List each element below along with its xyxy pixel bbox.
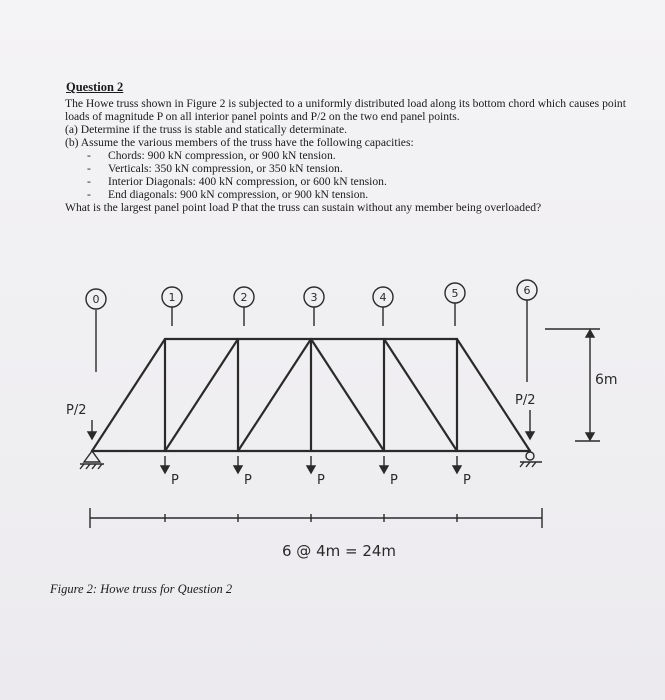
interior-diagonal: [238, 339, 311, 451]
question-body: [65, 97, 640, 214]
load-label: P: [317, 473, 325, 488]
final-question: What is the largest panel point load P that the truss can sustain without any member being overloaded?: [65, 201, 542, 214]
load-arrow: [307, 466, 315, 473]
part-a: (a) Determine if the truss is stable and statically determinate.: [65, 123, 348, 136]
roller-support-right: [526, 452, 534, 460]
question-title: Question 2: [66, 80, 124, 94]
capacities-list: [65, 149, 640, 201]
capacity-item: - Interior Diagonals: 400 kN compression, or 600 kN tension.: [87, 175, 387, 188]
load-label: P: [463, 473, 471, 488]
load-label: P: [244, 473, 252, 488]
node-label: 2: [240, 291, 248, 304]
end-load-label-right: P/2: [515, 393, 536, 408]
load-arrow: [234, 466, 242, 473]
height-label: 6m: [595, 372, 618, 388]
interior-diagonal: [165, 339, 238, 451]
end-load-label-left: P/2: [66, 403, 87, 418]
interior-diagonal: [384, 339, 457, 451]
pin-support-left: [84, 451, 100, 462]
load-arrow: [380, 466, 388, 473]
node-label: 4: [379, 291, 387, 304]
node-label: 1: [168, 291, 176, 304]
capacity-item: - Chords: 900 kN compression, or 900 kN tension.: [87, 149, 336, 162]
node-label: 5: [451, 287, 459, 300]
span-label: 6 @ 4m = 24m: [282, 542, 397, 560]
interior-diagonal: [311, 339, 384, 451]
end-diagonal-left: [92, 339, 165, 451]
question-intro: The Howe truss shown in Figure 2 is subjected to a uniformly distributed load along its bottom chord which causes point loads of magnitude P on all interior panel points and P/2 on the two end panel points.: [65, 97, 626, 123]
part-b: (b) Assume the various members of the truss have the following capacities:: [65, 136, 414, 149]
load-arrow: [526, 432, 534, 439]
node-label: 3: [310, 291, 318, 304]
node-label: 0: [92, 293, 100, 306]
howe-truss-figure: [0, 270, 665, 570]
load-arrow: [161, 466, 169, 473]
dim-arrow-up: [586, 330, 594, 337]
load-label: P: [171, 473, 179, 488]
load-arrow: [88, 432, 96, 439]
figure-caption: Figure 2: Howe truss for Question 2: [50, 582, 233, 596]
load-label: P: [390, 473, 398, 488]
node-label: 6: [523, 284, 531, 297]
load-arrow: [453, 466, 461, 473]
capacity-item: - End diagonals: 900 kN compression, or 900 kN tension.: [87, 188, 369, 201]
dim-arrow-down: [586, 433, 594, 440]
capacity-item: - Verticals: 350 kN compression, or 350 kN tension.: [87, 162, 343, 175]
